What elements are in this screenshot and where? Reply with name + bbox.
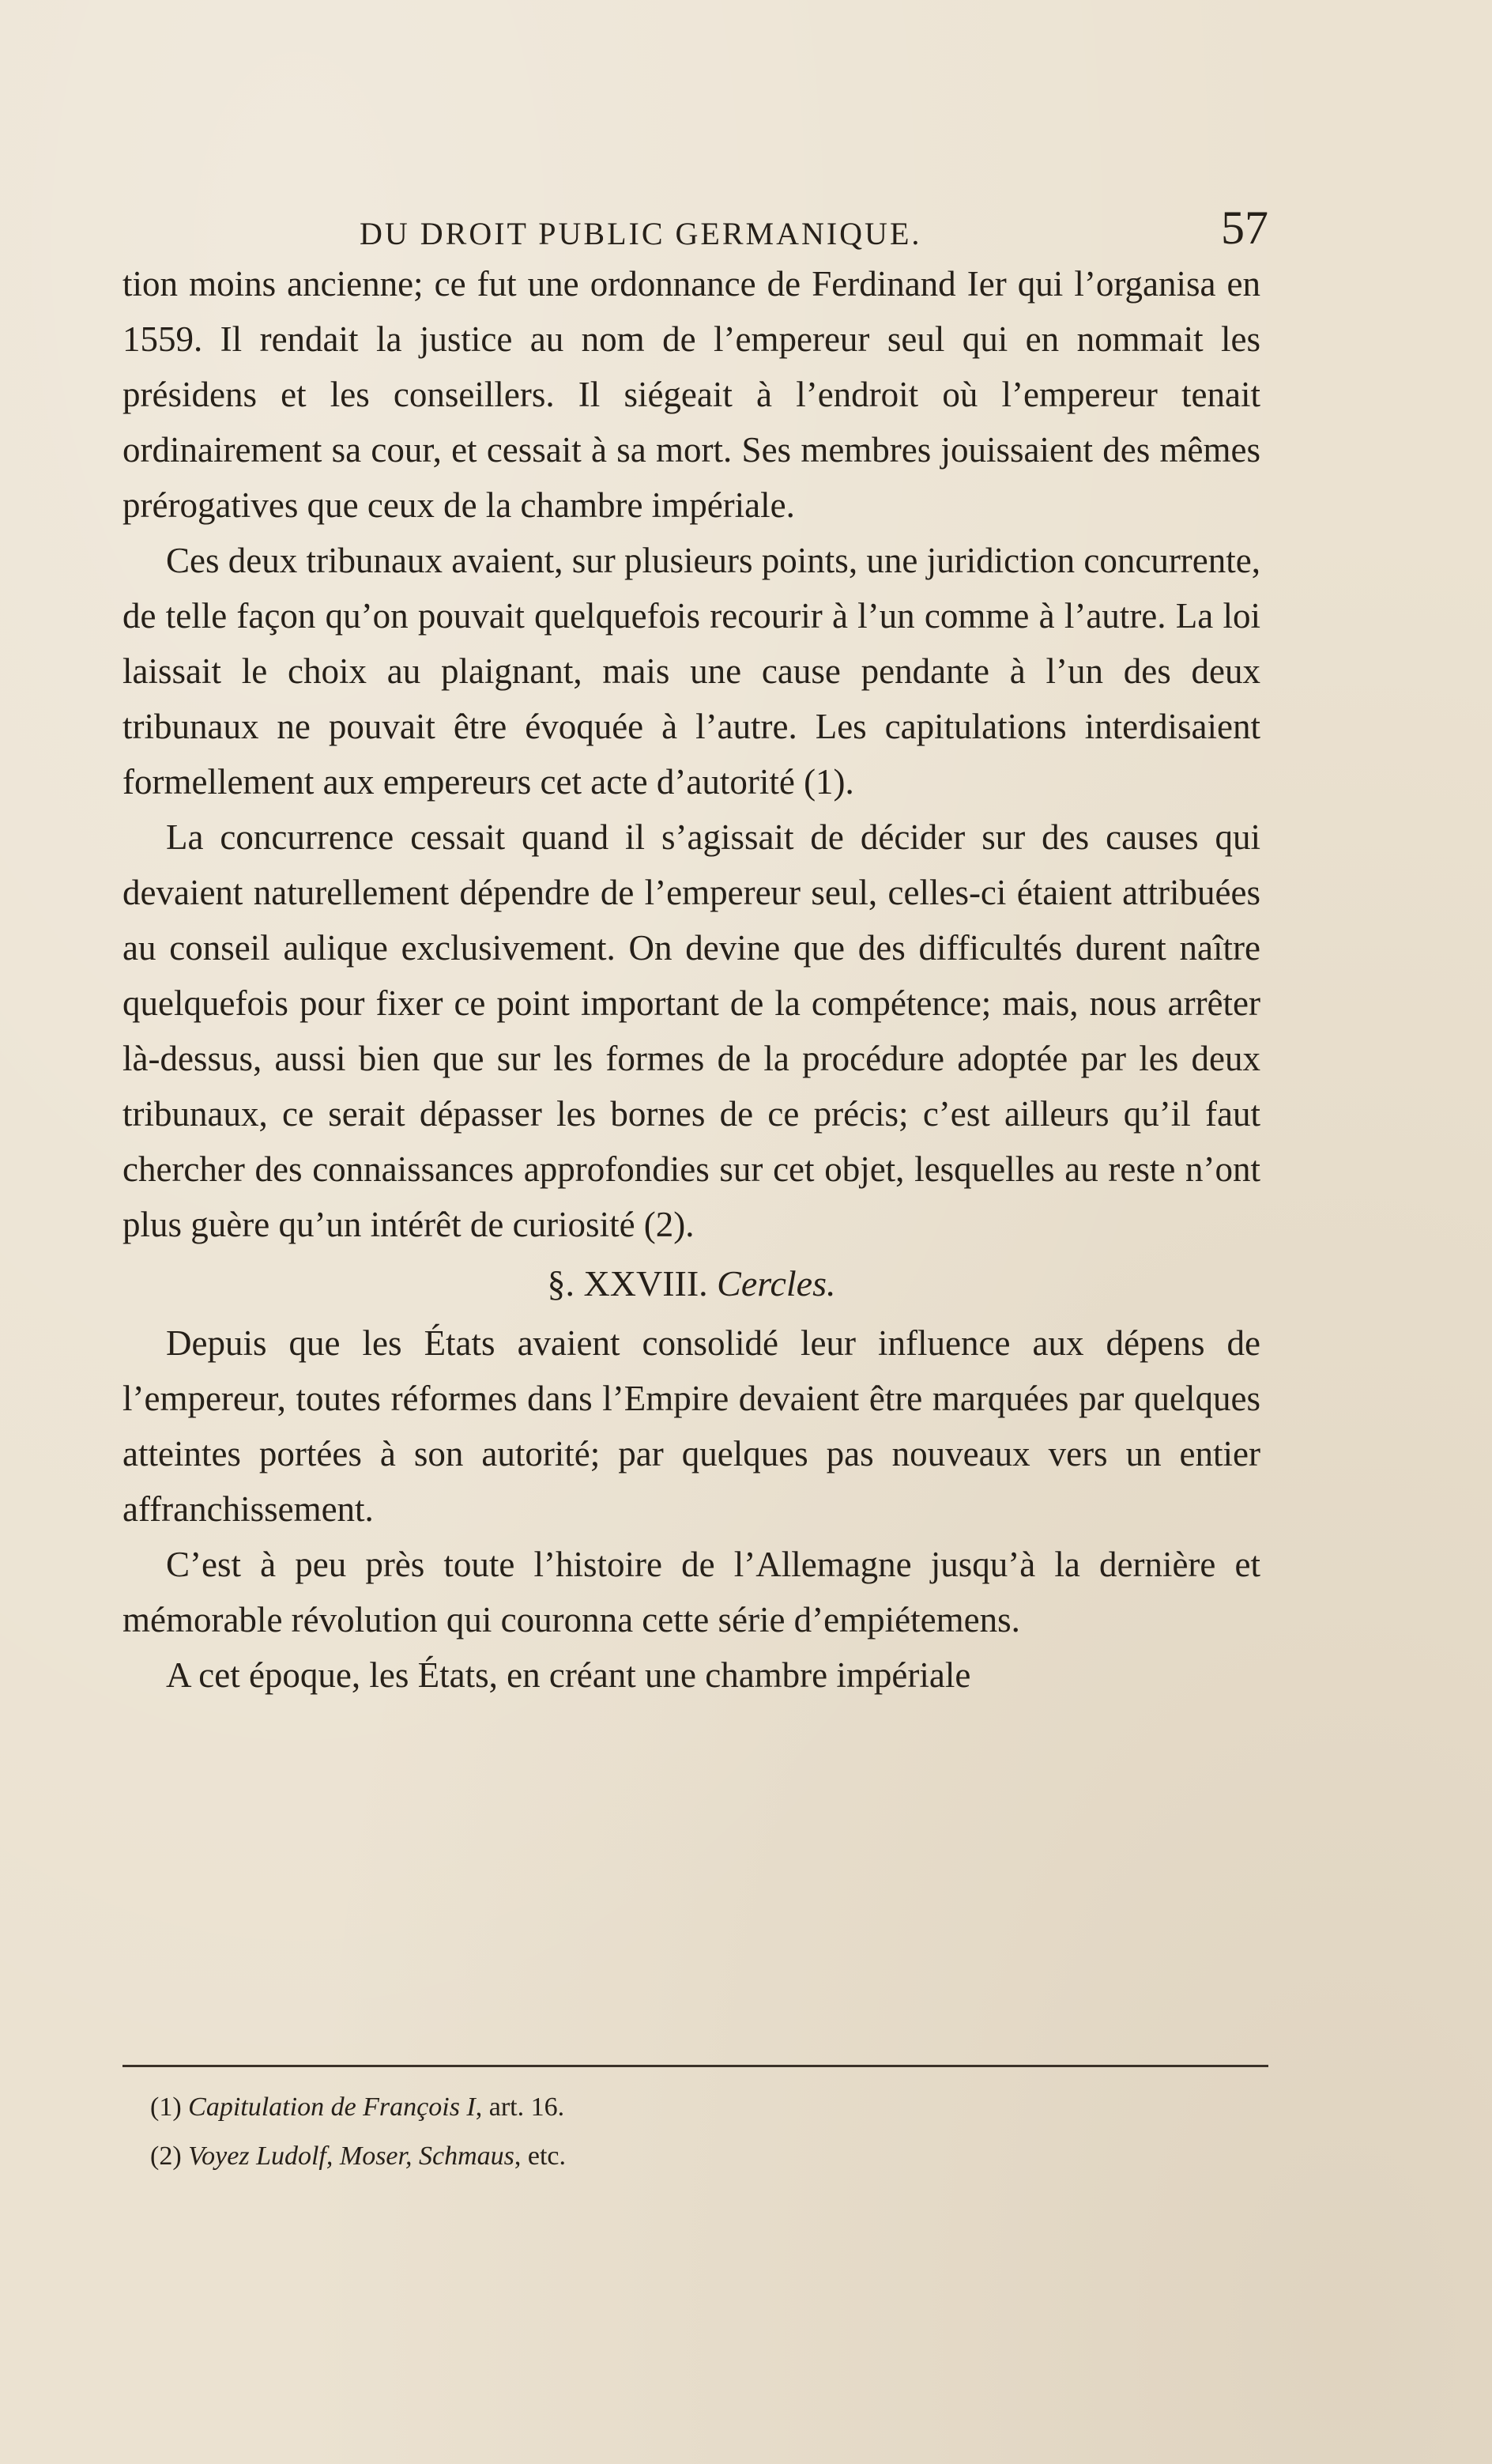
footnote-1-reference: Capitulation de François I — [188, 2092, 476, 2122]
body-text — [122, 256, 1260, 1703]
running-head: DU DROIT PUBLIC GERMANIQUE. — [360, 216, 922, 251]
section-heading — [122, 1252, 1260, 1315]
section-title: Cercles. — [717, 1263, 836, 1304]
footnote-1 — [150, 2083, 1257, 2132]
paragraph-4: Depuis que les États avaient consolidé leur influence aux dépens de l’empereur, toutes réformes dans l’Empire devaient être marquées par quelques atteintes portées à son autorité; par quelques pas nouveaux vers un entier affranchissement. — [122, 1323, 1260, 1529]
paragraph-6: A cet époque, les États, en créant une chambre impériale — [166, 1655, 971, 1695]
footnote-2-rest: , etc. — [514, 2141, 566, 2171]
paragraph-5: C’est à peu près toute l’histoire de l’Allemagne jusqu’à la dernière et mémorable révolution qui couronna cette série d’empiétemens. — [122, 1545, 1260, 1640]
paragraph-2: Ces deux tribunaux avaient, sur plusieurs points, une juridiction concurrente, de telle façon qu’on pouvait quelquefois recourir à l’un comme à l’autre. La loi laissait le choix au plaignant, mais une cause pendante à l’un des deux tribunaux ne pouvait être évoquée à l’autre. Les capitulations interdisaient formellement aux empereurs cet acte d’autorité (1). — [122, 541, 1260, 802]
section-number: §. XXVIII. — [547, 1263, 708, 1304]
page-header — [122, 202, 1268, 262]
footnote-2 — [150, 2132, 1257, 2181]
footnote-1-rest: , art. 16. — [475, 2092, 565, 2122]
paragraph-1: tion moins ancienne; ce fut une ordonnance de Ferdinand Ier qui l’organisa en 1559. Il rendait la justice au nom de l’empereur seul qui en nommait les présidens et les conseillers. Il siégeait à l’endroit où l’empereur tenait ordinairement sa cour, et cessait à sa mort. Ses membres jouissaient des mêmes prérogatives que ceux de la chambre impériale. — [122, 264, 1260, 525]
footnote-2-reference: Voyez Ludolf, Moser, Schmaus — [188, 2141, 514, 2171]
footnote-2-number: (2) — [150, 2141, 182, 2171]
footnote-1-number: (1) — [150, 2092, 182, 2122]
footnotes — [150, 2083, 1257, 2181]
paragraph-3: La concurrence cessait quand il s’agissait de décider sur des causes qui devaient naturellement dépendre de l’empereur seul, celles-ci étaient attribuées au conseil aulique exclusivement. On devine que des difficultés durent naître quelquefois pour fixer ce point important de la compétence; mais, nous arrêter là-dessus, aussi bien que sur les formes de la procédure adoptée par les deux tribunaux, ce serait dépasser les bornes de ce précis; c’est ailleurs qu’il faut chercher des connaissances approfondies sur cet objet, lesquelles au reste n’ont plus guère qu’un intérêt de curiosité (2). — [122, 817, 1260, 1244]
page-number: 57 — [1221, 202, 1268, 254]
footnote-divider — [122, 2065, 1268, 2067]
